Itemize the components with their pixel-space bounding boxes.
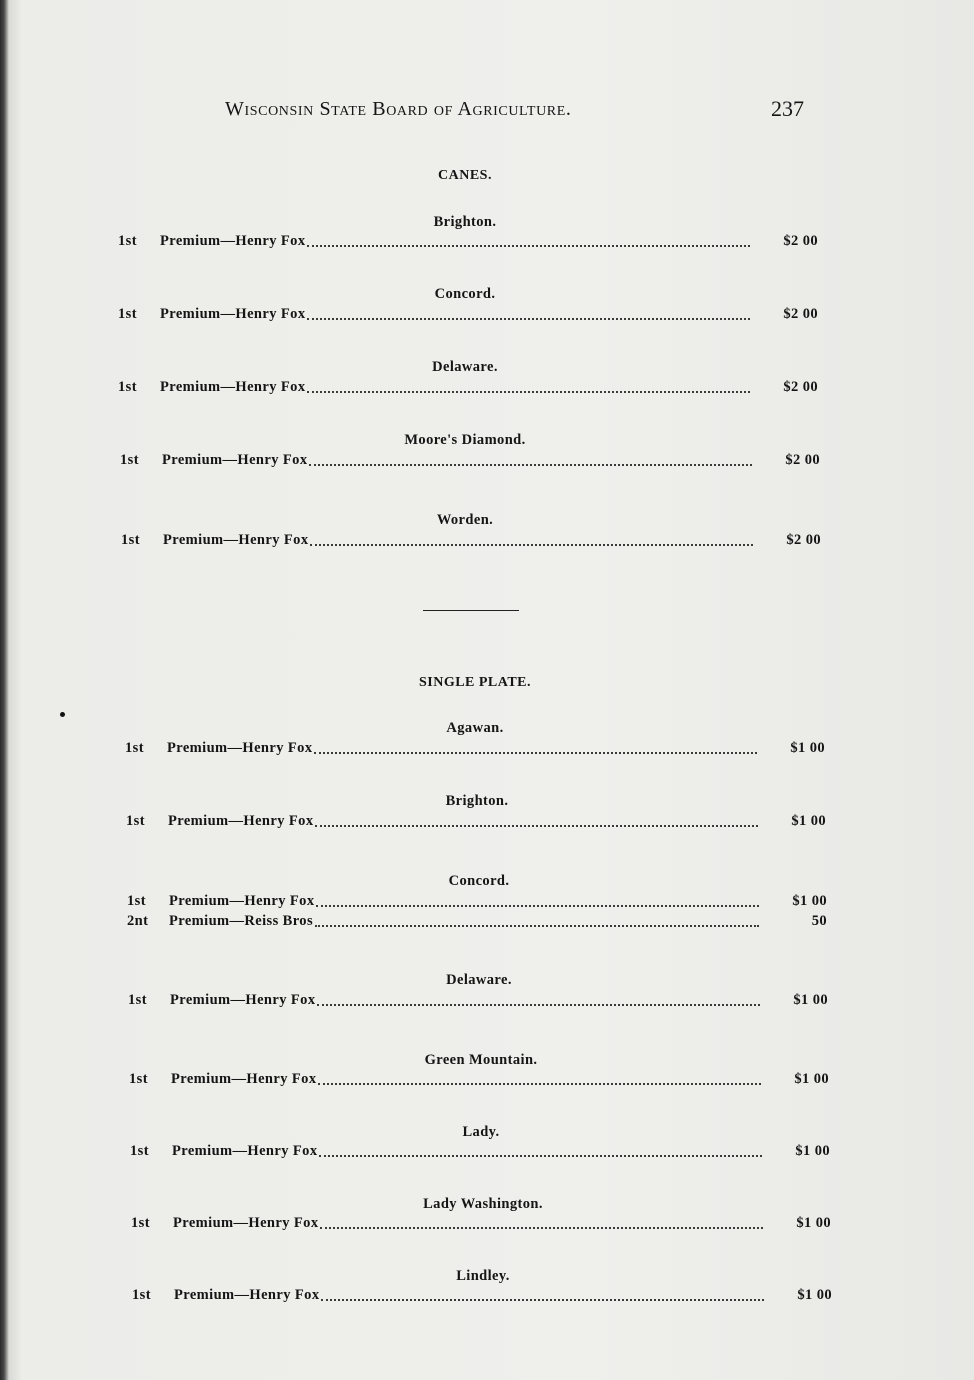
entry-label: Premium—Henry Fox xyxy=(160,379,306,395)
entry-amount: 50 xyxy=(811,913,827,929)
premium-entry xyxy=(126,813,826,831)
entry-label: Premium—Henry Fox xyxy=(163,532,309,548)
entry-amount: $2 00 xyxy=(783,379,818,395)
variety-heading: Green Mountain. xyxy=(424,1052,538,1068)
variety-heading: Delaware. xyxy=(432,359,498,375)
entry-amount: $1 00 xyxy=(791,813,826,829)
entry-amount: $2 00 xyxy=(786,532,821,548)
premium-entry xyxy=(121,532,821,550)
entry-place: 1st xyxy=(121,532,140,548)
entry-amount: $2 00 xyxy=(783,306,818,322)
variety-heading: Brighton. xyxy=(445,793,509,809)
entry-label: Premium—Henry Fox xyxy=(174,1287,320,1303)
entry-place: 1st xyxy=(125,740,144,756)
entry-amount: $1 00 xyxy=(796,1215,831,1231)
premium-entry xyxy=(130,1143,830,1161)
variety-heading: Lady Washington. xyxy=(423,1196,543,1212)
entry-place: 1st xyxy=(127,893,146,909)
variety-heading: Lady. xyxy=(462,1124,500,1140)
entry-amount: $1 00 xyxy=(793,992,828,1008)
entry-place: 1st xyxy=(131,1215,150,1231)
page-number: 237 xyxy=(771,96,804,121)
entry-place: 1st xyxy=(120,452,139,468)
dot-leader xyxy=(310,534,753,546)
entry-label: Premium—Henry Fox xyxy=(160,233,306,249)
variety-heading: Delaware. xyxy=(446,972,512,988)
entry-place: 1st xyxy=(118,233,137,249)
dot-leader xyxy=(315,815,758,827)
premium-entry xyxy=(131,1215,831,1233)
entry-label: Premium—Henry Fox xyxy=(171,1071,317,1087)
premium-entry xyxy=(127,913,827,931)
entry-label: Premium—Henry Fox xyxy=(160,306,306,322)
dot-leader xyxy=(314,742,757,754)
premium-entry xyxy=(125,740,825,758)
dot-leader xyxy=(318,1073,761,1085)
entry-amount: $1 00 xyxy=(795,1143,830,1159)
dot-leader xyxy=(317,994,760,1006)
premium-entry xyxy=(120,452,820,470)
premium-entry xyxy=(127,893,827,911)
entry-place: 2nt xyxy=(127,913,149,929)
dot-leader xyxy=(307,308,750,320)
entry-label: Premium—Henry Fox xyxy=(173,1215,319,1231)
variety-heading: Moore's Diamond. xyxy=(404,432,526,448)
section-divider xyxy=(423,610,519,611)
ink-speck xyxy=(60,712,65,717)
variety-heading: Agawan. xyxy=(446,720,504,736)
variety-heading: Concord. xyxy=(448,873,510,889)
section-heading-canes: CANES. xyxy=(438,168,492,183)
entry-amount: $1 00 xyxy=(797,1287,832,1303)
entry-place: 1st xyxy=(132,1287,151,1303)
premium-entry xyxy=(132,1287,832,1305)
entry-label: Premium—Henry Fox xyxy=(172,1143,318,1159)
entry-label: Premium—Henry Fox xyxy=(167,740,313,756)
variety-heading: Worden. xyxy=(436,512,494,528)
entry-label: Premium—Henry Fox xyxy=(170,992,316,1008)
dot-leader xyxy=(320,1217,763,1229)
entry-place: 1st xyxy=(128,992,147,1008)
premium-entry xyxy=(118,379,818,397)
dot-leader xyxy=(316,895,759,907)
section-heading-single-plate: SINGLE PLATE. xyxy=(418,675,532,690)
entry-label: Premium—Reiss Bros xyxy=(169,913,314,929)
variety-heading: Concord. xyxy=(434,286,496,302)
running-head xyxy=(0,98,974,128)
entry-place: 1st xyxy=(118,379,137,395)
variety-heading: Brighton. xyxy=(433,214,497,230)
entry-amount: $2 00 xyxy=(785,452,820,468)
entry-amount: $1 00 xyxy=(790,740,825,756)
dot-leader xyxy=(307,381,750,393)
entry-amount: $1 00 xyxy=(794,1071,829,1087)
entry-place: 1st xyxy=(130,1143,149,1159)
entry-amount: $1 00 xyxy=(792,893,827,909)
dot-leader xyxy=(307,235,750,247)
entry-label: Premium—Henry Fox xyxy=(162,452,308,468)
premium-entry xyxy=(118,306,818,324)
entry-label: Premium—Henry Fox xyxy=(169,893,315,909)
entry-place: 1st xyxy=(126,813,145,829)
dot-leader xyxy=(309,454,752,466)
premium-entry xyxy=(128,992,828,1010)
variety-heading: Lindley. xyxy=(456,1268,510,1284)
entry-place: 1st xyxy=(129,1071,148,1087)
entry-amount: $2 00 xyxy=(783,233,818,249)
premium-entry xyxy=(118,233,818,251)
dot-leader xyxy=(321,1289,764,1301)
entry-place: 1st xyxy=(118,306,137,322)
dot-leader xyxy=(315,915,759,927)
entry-label: Premium—Henry Fox xyxy=(168,813,314,829)
dot-leader xyxy=(319,1145,762,1157)
running-head-title: Wisconsin State Board of Agriculture. xyxy=(225,98,572,120)
premium-entry xyxy=(129,1071,829,1089)
